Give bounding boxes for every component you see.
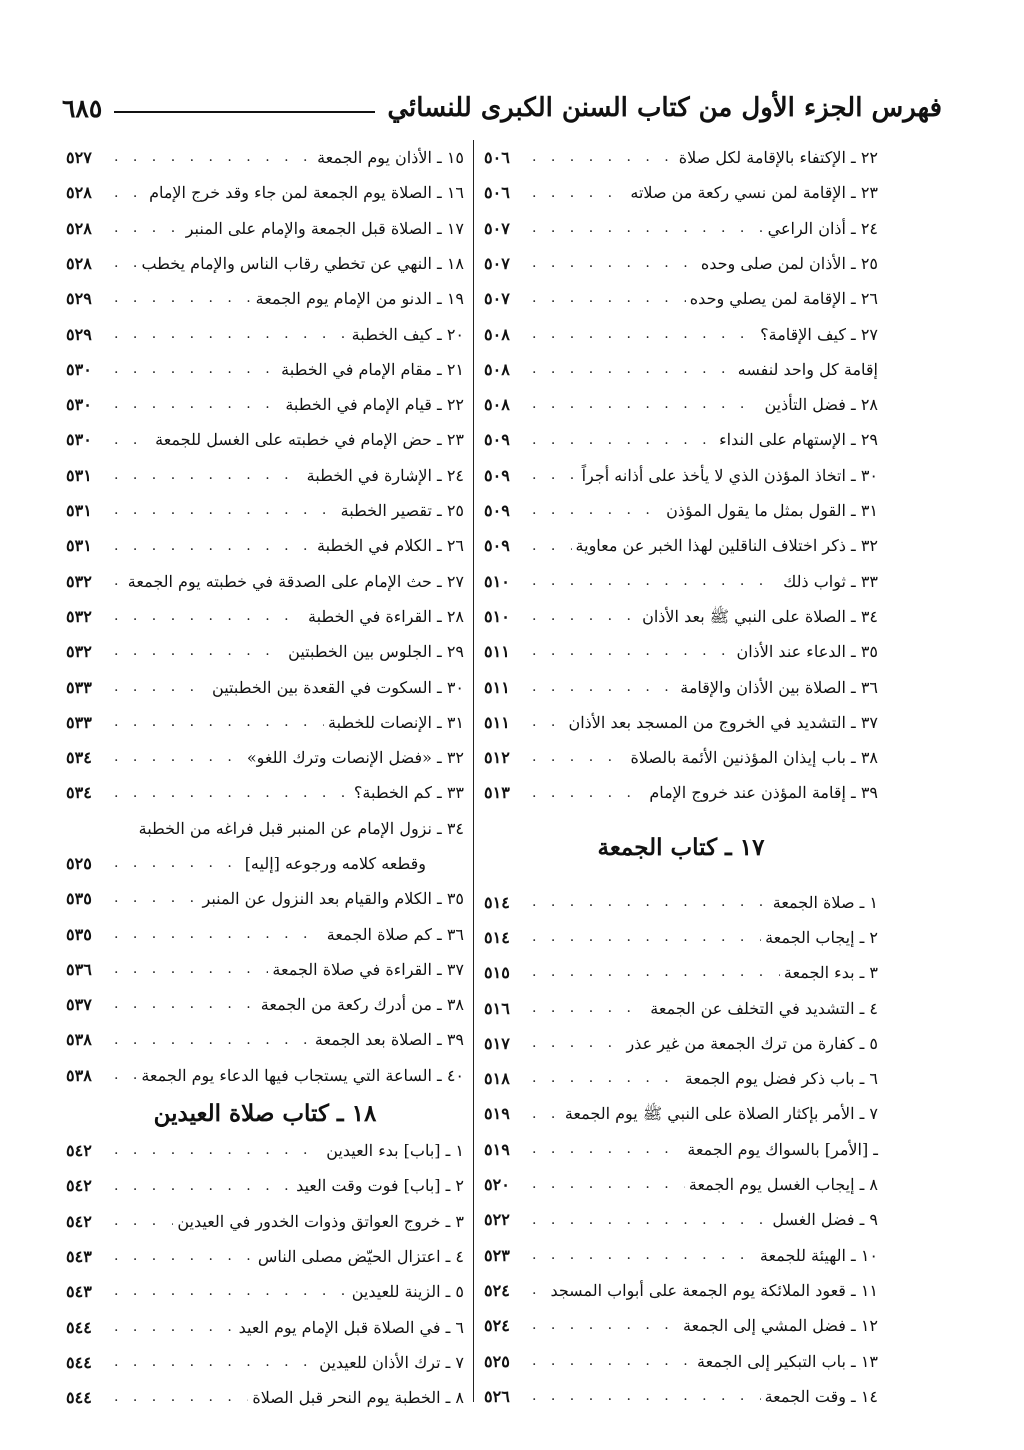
toc-entry-title: ٤٠ ـ الساعة التي يستجاب فيها الدعاء يوم الجمعة: [141, 1065, 464, 1085]
toc-entry: [66, 705, 464, 740]
leader-dots: [114, 573, 124, 590]
toc-entry-title: ١٥ ـ الأذان يوم الجمعة: [317, 148, 464, 168]
toc-entry-page: ٥١٠: [484, 571, 510, 591]
toc-entry-page: ٥٣١: [66, 536, 92, 556]
toc-entry-title: ٩ ـ فضل الغسل: [772, 1210, 878, 1230]
toc-entry: [484, 387, 878, 422]
toc-entry-page: ٥٠٨: [484, 324, 510, 344]
leader-dots: [532, 538, 572, 555]
toc-entry: [66, 422, 464, 457]
leader-dots: [114, 1142, 322, 1159]
toc-entry-page: ٥١٨: [484, 1069, 510, 1089]
leader-dots: [532, 608, 638, 625]
toc-entry-page: ٥٣٨: [66, 1030, 92, 1050]
toc-entry-page: ٥١١: [484, 642, 510, 662]
leader-dots: [532, 1106, 561, 1123]
leader-dots: [114, 220, 182, 237]
leader-dots: [114, 961, 268, 978]
leader-dots: [532, 785, 645, 802]
leader-dots: [532, 361, 734, 378]
leader-dots: [532, 502, 662, 519]
toc-entry-title: وقطعه كلامه ورجوعه [إليه]: [244, 853, 426, 873]
leader-dots: [114, 290, 252, 307]
toc-entry-page: ٥٠٨: [484, 395, 510, 415]
toc-entry-title: ٢٠ ـ كيف الخطبة: [351, 324, 464, 344]
toc-entry: [484, 1026, 878, 1061]
leader-dots: [532, 714, 564, 731]
toc-entry: [484, 1308, 878, 1343]
leader-dots: [532, 894, 769, 911]
leader-dots: [114, 1213, 173, 1230]
leader-dots: [532, 1176, 685, 1193]
toc-entry-page: ٥٣٦: [66, 959, 92, 979]
toc-entry-page: ٥١٤: [484, 927, 510, 947]
toc-entry: [484, 458, 878, 493]
leader-dots: [532, 1035, 622, 1052]
toc-entry-page: ٥٣٥: [66, 889, 92, 909]
toc-entry-page: ٥١٤: [484, 892, 510, 912]
toc-entry: [484, 493, 878, 528]
toc-entry-title: ٣٨ ـ باب إيذان المؤذنين الأئمة بالصلاة: [630, 748, 878, 768]
leader-dots: [532, 573, 779, 590]
page-title: فهرس الجزء الأول من كتاب السنن الكبرى للنسائي: [387, 93, 942, 123]
toc-entry-page: ٥١٧: [484, 1033, 510, 1053]
toc-entry-title: ١٦ ـ الصلاة يوم الجمعة لمن جاء وقد خرج الإمام: [149, 183, 464, 203]
toc-list: [66, 881, 464, 1093]
toc-entry: [484, 740, 878, 775]
toc-entry-page: ٥٣٢: [66, 571, 92, 591]
toc-entry: [484, 920, 878, 955]
toc-entry-title: ٣٧ ـ التشديد في الخروج من المسجد بعد الأذان: [568, 712, 878, 732]
toc-entry-page: ٥٣٧: [66, 995, 92, 1015]
toc-entry: [484, 422, 878, 457]
toc-entry-page: ٥٣٤: [66, 748, 92, 768]
toc-entry: [484, 1132, 878, 1167]
leader-dots: [114, 361, 277, 378]
toc-entry-title: ٢٦ ـ الكلام في الخطبة: [317, 536, 464, 556]
toc-entry: [484, 599, 878, 634]
toc-entry: [66, 669, 464, 704]
toc-entry: [66, 1058, 464, 1093]
toc-entry-page: ٥٣٨: [66, 1065, 92, 1085]
toc-entry: [66, 775, 464, 810]
toc-entry: [66, 599, 464, 634]
toc-entry: [66, 352, 464, 387]
leader-dots: [532, 1000, 646, 1017]
toc-entry-title: ٢٤ ـ الإشارة في الخطبة: [306, 465, 464, 485]
leader-dots: [114, 1319, 235, 1336]
leader-dots: [532, 643, 732, 660]
toc-entry-page: ٥٣١: [66, 501, 92, 521]
leader-dots: [114, 679, 208, 696]
toc-entry-page: ٥٣٢: [66, 642, 92, 662]
toc-entry-page: ٥٠٧: [484, 253, 510, 273]
leader-dots: [532, 326, 756, 343]
toc-entry: [66, 316, 464, 351]
leader-dots: [114, 1354, 315, 1371]
leader-dots: [114, 1178, 292, 1195]
toc-entry-page: ٥٠٦: [484, 183, 510, 203]
toc-entry-page: ٥٢٥: [66, 853, 92, 873]
toc-list: [484, 140, 878, 811]
toc-entry-title: ٢٦ ـ الإقامة لمن يصلي وحده: [689, 289, 878, 309]
toc-entry: [484, 211, 878, 246]
toc-entry-page: ٥٤٤: [66, 1352, 92, 1372]
toc-entry-page: ٥٣٠: [66, 430, 92, 450]
toc-entry-title: ٣٨ ـ من أدرك ركعة من الجمعة: [260, 995, 464, 1015]
toc-entry: [484, 885, 878, 920]
toc-entry: [484, 352, 878, 387]
toc-entry-title: ٣٩ ـ الصلاة بعد الجمعة: [314, 1030, 464, 1050]
toc-entry-title: ٣٤ ـ نزول الإمام عن المنبر قبل فراغه من الخطبة: [138, 818, 464, 838]
toc-entry-title: ٣٣ ـ كم الخطبة؟: [353, 783, 464, 803]
toc-entry-page: ٥٣١: [66, 465, 92, 485]
toc-entry-page: ٥٤٢: [66, 1141, 92, 1161]
column-divider: [473, 140, 474, 1402]
toc-entry-title: ٢٣ ـ الإقامة لمن نسي ركعة من صلاته: [630, 183, 878, 203]
toc-entry-title: ٢ ـ [باب] فوت وقت العيد: [296, 1176, 464, 1196]
toc-entry-page: ٥١٩: [484, 1139, 510, 1159]
leader-dots: [114, 432, 151, 449]
left-column: [66, 140, 464, 1415]
toc-entry-page: ٥٤٣: [66, 1282, 92, 1302]
leader-dots: [114, 255, 137, 272]
toc-entry-title: ٢٩ ـ الجلوس بين الخطبتين: [288, 642, 464, 662]
toc-entry: [66, 493, 464, 528]
leader-dots: [532, 964, 780, 981]
toc-entry-title: ١ ـ [باب] بدء العيدين: [326, 1141, 464, 1161]
toc-entry: [66, 564, 464, 599]
toc-entry: [66, 846, 464, 881]
toc-entry-page: ٥١٦: [484, 998, 510, 1018]
toc-entry-title: ٦ ـ في الصلاة قبل الإمام يوم العيد: [238, 1317, 464, 1337]
toc-entry-page: ٥١٣: [484, 783, 510, 803]
toc-entry-title: ـ [الأمر] بالسواك يوم الجمعة: [687, 1139, 878, 1159]
leader-dots: [114, 396, 281, 413]
toc-entry-title: ٤ ـ اعتزال الحيّض مصلى الناس: [257, 1246, 464, 1266]
leader-dots: [532, 1247, 756, 1264]
toc-entry-page: ٥٠٧: [484, 218, 510, 238]
leader-dots: [114, 749, 243, 766]
toc-entry: [484, 246, 878, 281]
toc-entry-title: ٢٢ ـ الإكتفاء بالإقامة لكل صلاة: [678, 148, 878, 168]
toc-entry-page: ٥٢٢: [484, 1210, 510, 1230]
toc-entry: [484, 634, 878, 669]
page-number: ٦٨٥: [62, 93, 103, 123]
toc-entry-page: ٥٢٩: [66, 289, 92, 309]
leader-dots: [114, 1248, 254, 1265]
toc-entry-title: ٣٠ ـ السكوت في القعدة بين الخطبتين: [212, 677, 464, 697]
leader-dots: [114, 714, 324, 731]
toc-entry: [484, 281, 878, 316]
toc-entry: [484, 316, 878, 351]
leader-dots: [532, 1388, 761, 1405]
toc-entry-page: ٥٣٣: [66, 712, 92, 732]
leader-dots: [114, 1389, 248, 1406]
toc-entry: [66, 1168, 464, 1203]
toc-entry-page: ٥٤٣: [66, 1246, 92, 1266]
toc-entry-title: ١١ ـ قعود الملائكة يوم الجمعة على أبواب المسجد: [550, 1280, 878, 1300]
toc-entry: [66, 1380, 464, 1415]
toc-entry: [66, 387, 464, 422]
toc-entry-page: ٥٢٨: [66, 218, 92, 238]
toc-entry: [66, 1022, 464, 1057]
toc-entry-title: ٢٢ ـ قيام الإمام في الخطبة: [285, 395, 464, 415]
toc-entry-page: ٥٣٢: [66, 606, 92, 626]
toc-entry-page: ٥٤٤: [66, 1388, 92, 1408]
toc-entry-page: ٥٢٨: [66, 183, 92, 203]
toc-entry: [484, 564, 878, 599]
toc-entry-page: ٥٠٩: [484, 501, 510, 521]
toc-entry-title: ٢٨ ـ فضل التأذين: [764, 395, 878, 415]
toc-entry-title: ٢١ ـ مقام الإمام في الخطبة: [281, 359, 464, 379]
toc-entry-page: ٥٢٦: [484, 1386, 510, 1406]
toc-entry: [484, 1061, 878, 1096]
toc-entry-page: ٥٢٥: [484, 1351, 510, 1371]
toc-entry-page: ٥١٥: [484, 963, 510, 983]
toc-entry-page: ٥٤٢: [66, 1211, 92, 1231]
toc-entry: [66, 1310, 464, 1345]
leader-dots: [532, 1317, 679, 1334]
leader-dots: [114, 996, 257, 1013]
toc-entry-page: ٥٢٣: [484, 1245, 510, 1265]
toc-entry: [66, 1274, 464, 1309]
leader-dots: [532, 679, 676, 696]
toc-list: [66, 140, 464, 811]
toc-entry-title: ٥ ـ الزينة للعيدين: [351, 1282, 464, 1302]
toc-entry: [66, 528, 464, 563]
toc-entry-title: ٣٠ ـ اتخاذ المؤذن الذي لا يأخذ على أذانه أجراً: [581, 465, 878, 485]
toc-entry-title: ٢٧ ـ حث الإمام على الصدقة في خطبته يوم الجمعة: [127, 571, 464, 591]
toc-entry-title: ١٣ ـ باب التبكير إلى الجمعة: [696, 1351, 878, 1371]
leader-dots: [114, 538, 313, 555]
toc-entry: [66, 1239, 464, 1274]
toc-entry-title: ٣٤ ـ الصلاة على النبي ﷺ بعد الأذان: [642, 606, 878, 626]
toc-entry: [66, 281, 464, 316]
toc-entry-title: ٣٦ ـ كم صلاة الجمعة: [326, 924, 464, 944]
toc-entry-title: ٢٥ ـ تقصير الخطبة: [340, 501, 464, 521]
toc-entry: [484, 1344, 878, 1379]
toc-entry-page: ٥٢٠: [484, 1175, 510, 1195]
toc-entry: [484, 1202, 878, 1237]
leader-dots: [114, 502, 337, 519]
leader-dots: [532, 185, 626, 202]
toc-entry-title: ٨ ـ إيجاب الغسل يوم الجمعة: [688, 1175, 878, 1195]
toc-entry-title: إقامة كل واحد لنفسه: [737, 359, 878, 379]
toc-entry-title: ٢٥ ـ الأذان لمن صلى وحده: [700, 253, 878, 273]
toc-entry-title: ٣٥ ـ الدعاء عند الأذان: [736, 642, 878, 662]
toc-entry: [66, 175, 464, 210]
toc-entry-title: ٢٣ ـ حض الإمام في خطبته على الغسل للجمعة: [155, 430, 464, 450]
toc-entry: [66, 1204, 464, 1239]
toc-entry: [66, 458, 464, 493]
toc-entry: [484, 705, 878, 740]
leader-dots: [532, 1353, 693, 1370]
toc-entry: [66, 740, 464, 775]
leader-dots: [532, 149, 675, 166]
toc-entry-page: ٥٣٠: [66, 359, 92, 379]
toc-entry: [484, 1273, 878, 1308]
toc-entry-title: ٢٤ ـ أذان الراعي: [767, 218, 878, 238]
toc-entry-page: ٥٠٩: [484, 536, 510, 556]
toc-entry: [66, 1345, 464, 1380]
toc-entry-title: ٣٣ ـ ثواب ذلك: [783, 571, 878, 591]
toc-entry-page: ٥٣٤: [66, 783, 92, 803]
page-header: [62, 88, 942, 128]
toc-entry-title: ٣٩ ـ إقامة المؤذن عند خروج الإمام: [649, 783, 878, 803]
toc-entry-page: ٥٢٤: [484, 1280, 510, 1300]
leader-dots: [532, 1141, 683, 1158]
section-heading: ١٨ ـ كتاب صلاة العيدين: [153, 1099, 377, 1127]
toc-entry-title: ٧ ـ الأمر بإكثار الصلاة على النبي ﷺ يوم الجمعة: [564, 1104, 878, 1124]
leader-dots: [114, 1032, 311, 1049]
toc-entry-title: ٣ ـ خروج العواتق وذوات الخدور في العيدين: [177, 1211, 464, 1231]
leader-dots: [114, 185, 145, 202]
toc-entry-title: ٣١ ـ الإنصات للخطبة: [328, 712, 464, 732]
leader-dots: [114, 608, 304, 625]
toc-entry: [66, 987, 464, 1022]
leader-dots: [114, 326, 348, 343]
leader-dots: [114, 1067, 137, 1084]
toc-entry: [484, 175, 878, 210]
toc-entry-title: ١٠ ـ الهيئة للجمعة: [759, 1245, 878, 1265]
toc-entry-title: ٧ ـ ترك الأذان للعيدين: [319, 1352, 464, 1372]
toc-entry-title: ٣٢ ـ ذكر اختلاف الناقلين لهذا الخبر عن معاوية: [575, 536, 878, 556]
toc-entry-title: ٦ ـ باب ذكر فضل يوم الجمعة: [684, 1069, 878, 1089]
toc-entry-title: ٨ ـ الخطبة يوم النحر قبل الصلاة: [252, 1388, 464, 1408]
toc-entry-page: ٥٠٧: [484, 289, 510, 309]
leader-dots: [532, 749, 626, 766]
leader-dots: [532, 432, 715, 449]
leader-dots: [532, 467, 578, 484]
toc-entry-title: ٥ ـ كفارة من ترك الجمعة من غير عذر: [626, 1033, 878, 1053]
toc-entry-page: ٥٠٩: [484, 465, 510, 485]
toc-entry-page: ٥١٩: [484, 1104, 510, 1124]
toc-entry: [66, 246, 464, 281]
toc-entry-page: ٥٠٨: [484, 359, 510, 379]
leader-dots: [532, 1212, 768, 1229]
leader-dots: [114, 643, 284, 660]
toc-entry: [66, 634, 464, 669]
toc-entry-title: ٣٦ ـ الصلاة بين الأذان والإقامة: [680, 677, 878, 697]
leader-dots: [114, 926, 323, 943]
toc-entry-page: ٥٢٧: [66, 148, 92, 168]
toc-list: [66, 1133, 464, 1415]
toc-entry-page: ٥٣٥: [66, 924, 92, 944]
toc-entry-page: ٥٤٢: [66, 1176, 92, 1196]
toc-entry-title: ١٧ ـ الصلاة قبل الجمعة والإمام على المنبر: [185, 218, 464, 238]
toc-entry-page: ٥١٠: [484, 606, 510, 626]
toc-entry-title: ١ ـ صلاة الجمعة: [772, 892, 878, 912]
section-heading: ١٧ ـ كتاب الجمعة: [597, 834, 765, 862]
toc-entry: [484, 991, 878, 1026]
toc-entry-title: ١٤ ـ وقت الجمعة: [764, 1386, 878, 1406]
leader-dots: [532, 290, 686, 307]
leader-dots: [114, 855, 241, 872]
right-column: [484, 140, 878, 1414]
toc-entry: [484, 1238, 878, 1273]
toc-entry-page: ٥٢٤: [484, 1316, 510, 1336]
toc-entry: [66, 917, 464, 952]
toc-entry-title: ٤ ـ التشديد في التخلف عن الجمعة: [650, 998, 878, 1018]
toc-entry-page: ٥٠٩: [484, 430, 510, 450]
toc-entry: [484, 1096, 878, 1131]
toc-entry: [484, 528, 878, 563]
leader-dots: [532, 1070, 681, 1087]
toc-entry-title: ٣٥ ـ الكلام والقيام بعد النزول عن المنبر: [202, 889, 464, 909]
leader-dots: [114, 467, 303, 484]
toc-entry-title: ٢٧ ـ كيف الإقامة؟: [760, 324, 878, 344]
toc-entry-title: ٢٨ ـ القراءة في الخطبة: [308, 606, 464, 626]
toc-entry: [484, 140, 878, 175]
toc-entry-title: ٣٧ ـ القراءة في صلاة الجمعة: [272, 959, 464, 979]
leader-dots: [114, 785, 350, 802]
toc-entry-title: ١٢ ـ فضل المشي إلى الجمعة: [683, 1316, 878, 1336]
toc-entry-page: ٥١١: [484, 677, 510, 697]
toc-entry-page: ٥٣٠: [66, 395, 92, 415]
toc-list: [484, 885, 878, 1414]
leader-dots: [532, 220, 764, 237]
toc-entry-page: ٥١٢: [484, 748, 510, 768]
toc-entry: [66, 1133, 464, 1168]
toc-entry: [484, 955, 878, 990]
toc-entry: [484, 1167, 878, 1202]
toc-entry-page: ٥٢٩: [66, 324, 92, 344]
toc-entry-page: ٥٠٦: [484, 148, 510, 168]
toc-entry: [484, 669, 878, 704]
leader-dots: [532, 1282, 546, 1299]
toc-entry-line: [66, 811, 464, 846]
toc-entry-page: ٥٣٣: [66, 677, 92, 697]
toc-entry: [66, 140, 464, 175]
toc-entry-title: ٢ ـ إيجاب الجمعة: [765, 927, 878, 947]
toc-entry-page: ٥٤٤: [66, 1317, 92, 1337]
toc-entry-title: ٣١ ـ القول بمثل ما يقول المؤذن: [666, 501, 878, 521]
toc-entry-page: ٥٢٨: [66, 253, 92, 273]
toc-entry: [66, 211, 464, 246]
leader-dots: [114, 890, 198, 907]
toc-entry-title: ١٩ ـ الدنو من الإمام يوم الجمعة: [255, 289, 464, 309]
leader-dots: [532, 255, 697, 272]
toc-entry: [484, 775, 878, 810]
leader-dots: [532, 396, 760, 413]
toc-entry: [66, 881, 464, 916]
leader-dots: [114, 149, 313, 166]
toc-entry-title: ١٨ ـ النهي عن تخطي رقاب الناس والإمام يخطب: [141, 253, 464, 273]
toc-entry: [484, 1379, 878, 1414]
header-rule: [114, 111, 375, 113]
leader-dots: [114, 1283, 348, 1300]
toc-entry: [66, 952, 464, 987]
toc-entry-title: ٢٩ ـ الإستهام على النداء: [719, 430, 878, 450]
toc-entry-title: ٣٢ ـ «فضل الإنصات وترك اللغو»: [246, 748, 464, 768]
toc-entry-page: ٥١١: [484, 712, 510, 732]
toc-entry-title: ٣ ـ بدء الجمعة: [783, 963, 878, 983]
leader-dots: [532, 929, 761, 946]
